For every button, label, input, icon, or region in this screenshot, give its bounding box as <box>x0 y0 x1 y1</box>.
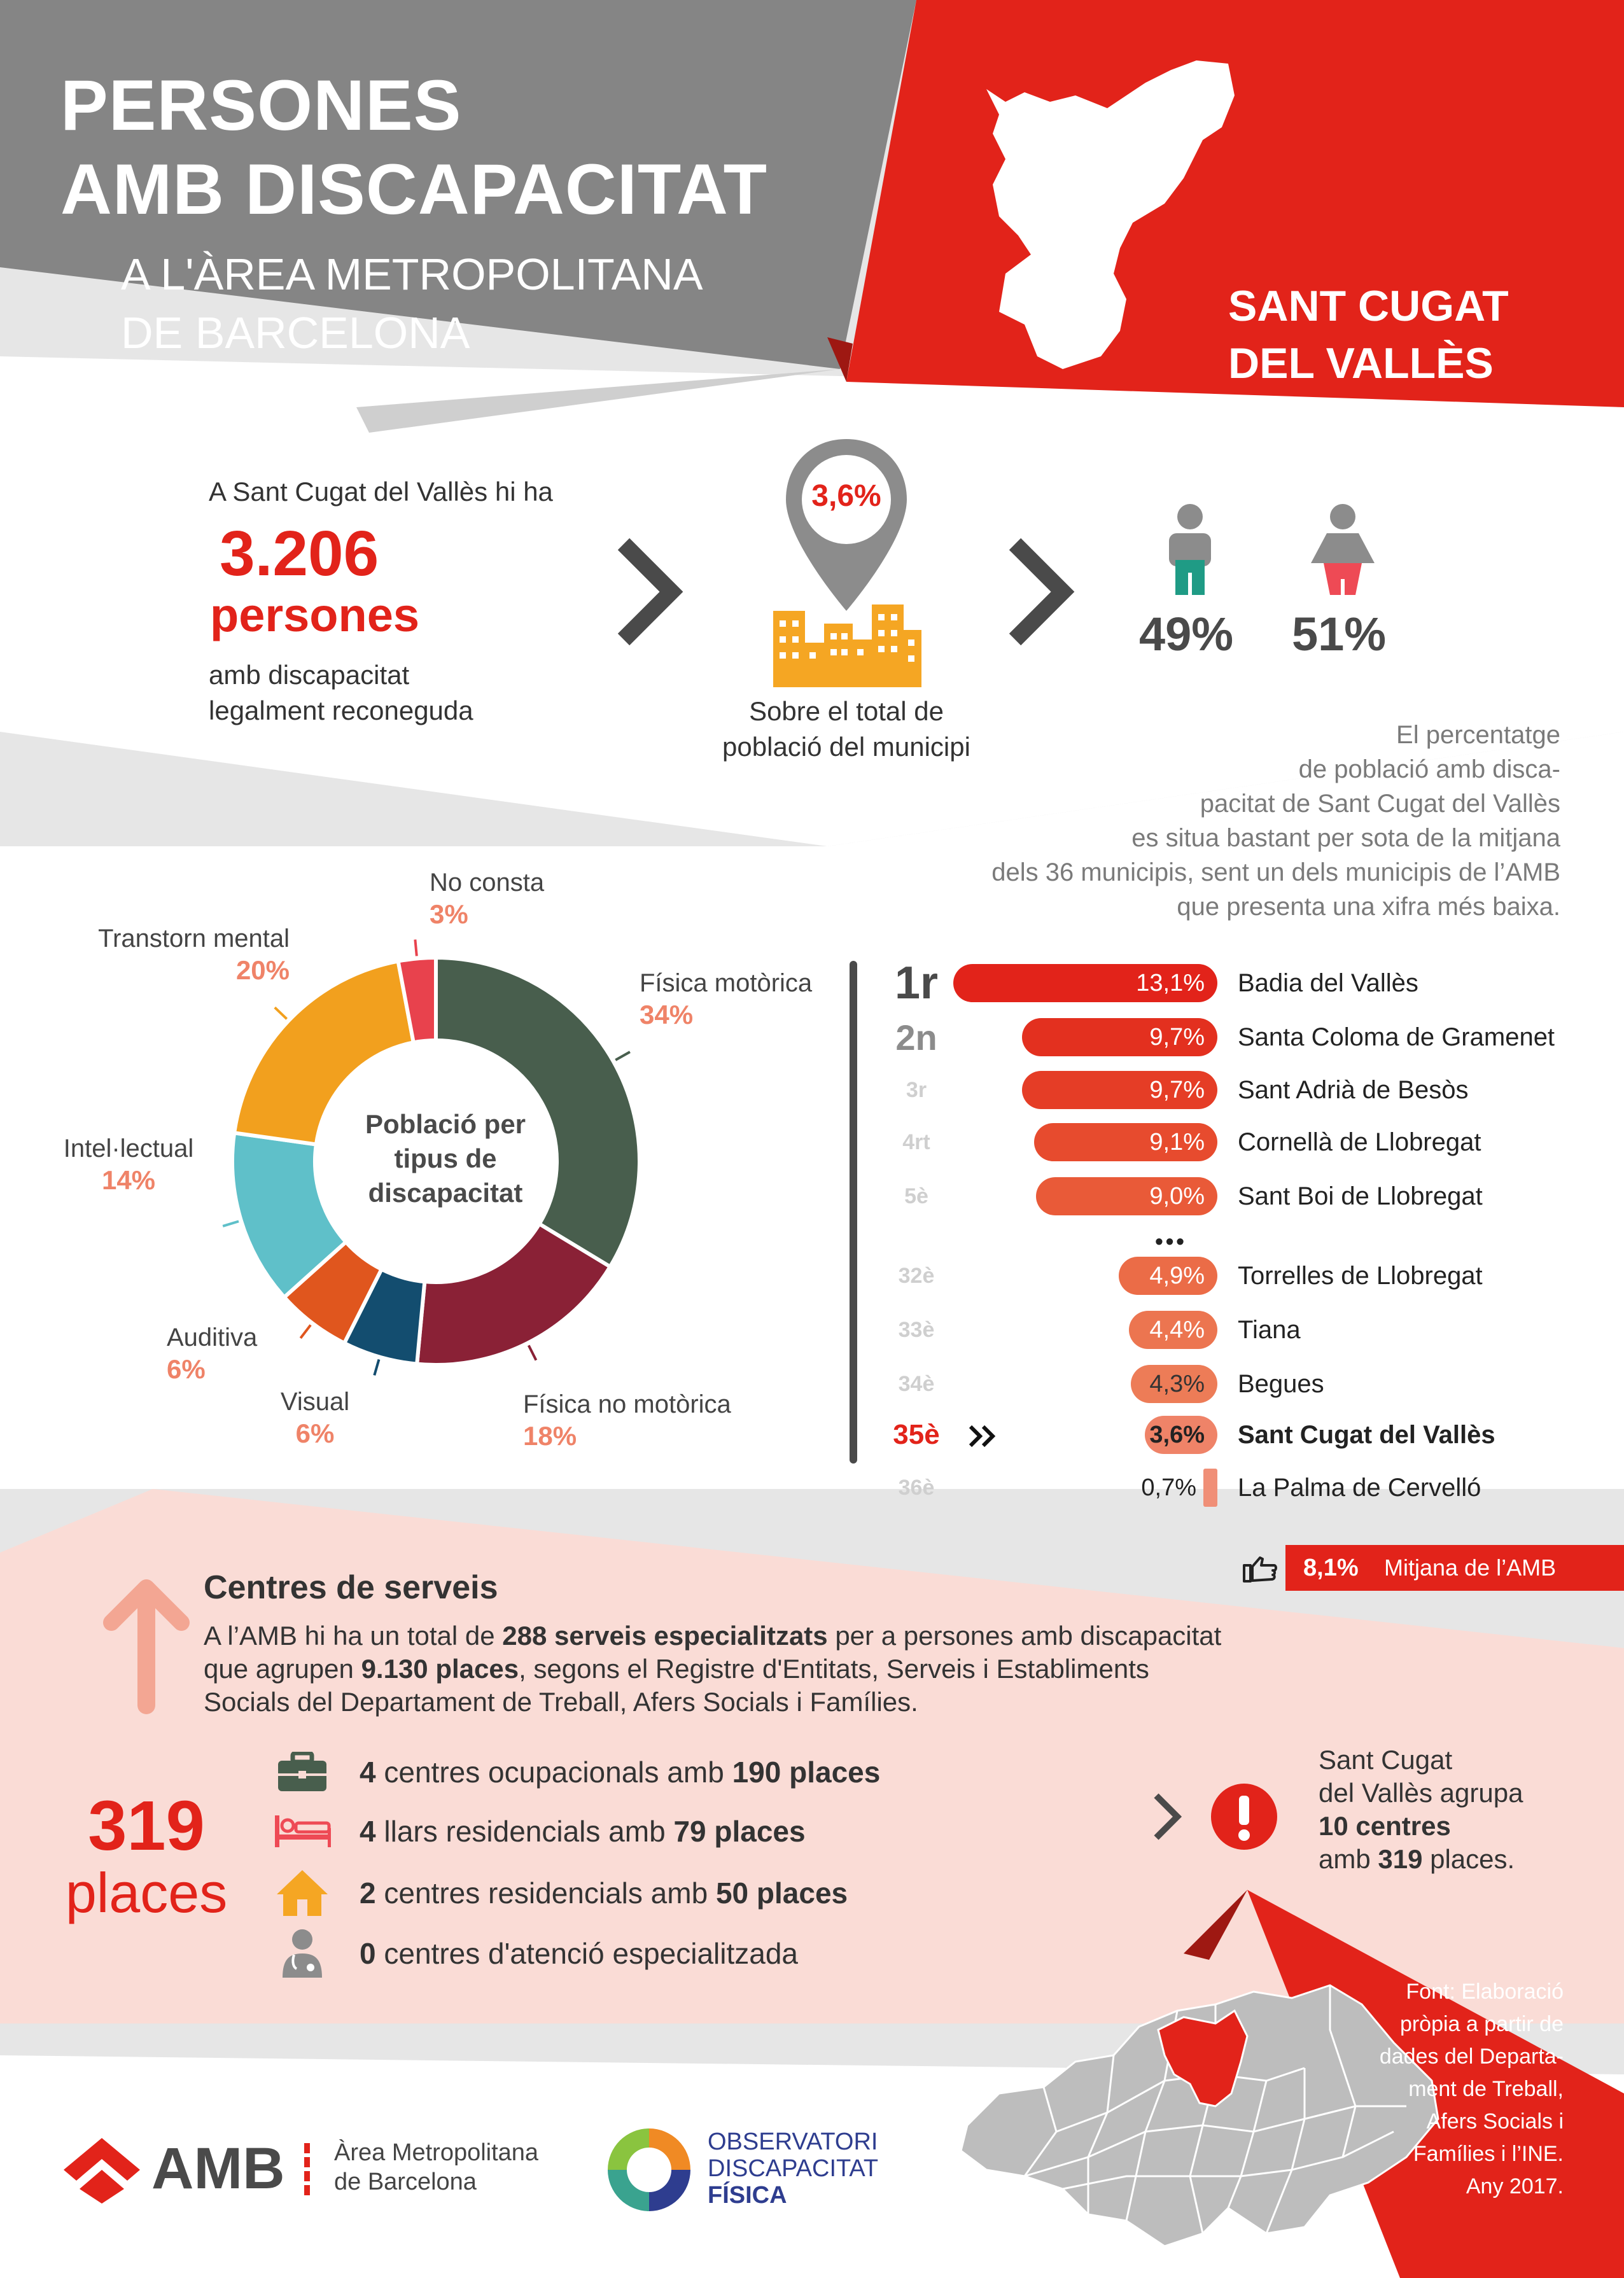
ranking-municipality: Tiana <box>1238 1316 1301 1344</box>
ranking-value: 13,1% <box>1136 970 1205 996</box>
people-unit: persones <box>210 589 420 641</box>
ranking-value: 3,6% <box>1149 1422 1205 1448</box>
ranking-municipality: Cornellà de Llobregat <box>1238 1128 1481 1156</box>
service-desc: llars residencials amb <box>375 1815 674 1848</box>
slice-label-transtorn-mental <box>89 923 290 986</box>
male-percentage: 49% <box>1139 608 1234 660</box>
rank-number: 5è <box>904 1184 928 1208</box>
service-text <box>360 1876 848 1910</box>
slice-pct-5: 20% <box>235 955 290 985</box>
chevron-right-icon <box>611 535 687 649</box>
donut-leader-3 <box>300 1325 311 1338</box>
main-title <box>60 64 767 232</box>
slice-name-3: Auditiva <box>167 1324 258 1352</box>
pct-caption-line-2: població del municipi <box>722 732 970 762</box>
city-buildings-icon <box>770 604 923 687</box>
callout-text: amb <box>1319 1844 1378 1874</box>
rank-number: 36è <box>898 1475 935 1500</box>
ranking-row <box>878 1365 1604 1403</box>
note-line-4: es situa bastant per sota de la mitjana <box>1131 824 1560 852</box>
total-places-label: places <box>65 1861 228 1924</box>
rank-number: 2n <box>895 1017 937 1058</box>
note-line-5: dels 36 municipis, sent un dels municipis de l’AMB <box>991 858 1560 886</box>
ranking-municipality: Sant Adrià de Besòs <box>1238 1076 1469 1104</box>
services-text: que agrupen <box>204 1654 361 1684</box>
municipality-line-2: DEL VALLÈS <box>1228 339 1494 388</box>
slice-pct-1: 18% <box>523 1421 577 1451</box>
amb-logo-divider <box>304 2143 310 2195</box>
municipality-callout <box>1319 1743 1523 1876</box>
services-count: 288 serveis especialitzats <box>502 1621 828 1651</box>
services-line-1 <box>204 1619 1349 1653</box>
slice-label-fisica-motorica <box>640 967 812 1031</box>
ranking-row <box>878 1018 1604 1056</box>
source-line-2: pròpia a partir de <box>1399 2012 1564 2036</box>
donut-leader-1 <box>529 1345 536 1360</box>
briefcase-icon <box>274 1747 331 1798</box>
ranking-municipality: Santa Coloma de Gramenet <box>1238 1023 1555 1051</box>
bed-icon <box>274 1806 331 1857</box>
service-count: 4 <box>360 1815 376 1848</box>
service-item-specialized-care <box>274 1928 798 1979</box>
subtitle-line-1: A L'ÀREA METROPOLITANA <box>121 249 703 299</box>
note-line-2: de població amb disca- <box>1298 755 1560 783</box>
service-item-occupational <box>274 1747 880 1798</box>
summary-desc-line-2: legalment reconeguda <box>209 695 473 725</box>
thumb-pointing-icon <box>1241 1553 1279 1584</box>
observatori-logo-icon <box>601 2122 697 2218</box>
source-line-6: Famílies i l’INE. <box>1413 2142 1564 2166</box>
average-value: 8,1% <box>1303 1555 1359 1581</box>
amb-logo-text: AMB <box>151 2136 285 2201</box>
slice-pct-2: 6% <box>295 1418 335 1448</box>
source-line-7: Any 2017. <box>1466 2174 1564 2198</box>
source-line-5: Afers Socials i <box>1426 2109 1564 2134</box>
slice-name-6: No consta <box>430 869 545 897</box>
ranking-municipality: Torrelles de Llobregat <box>1238 1262 1483 1290</box>
municipality-name <box>1228 277 1509 392</box>
rank-number: 34è <box>898 1371 935 1396</box>
location-pin-icon <box>776 433 916 624</box>
slice-name-2: Visual <box>280 1388 350 1416</box>
amb-logo-icon <box>60 2135 143 2205</box>
chevron-right-small-icon <box>1149 1788 1187 1845</box>
callout-line-4 <box>1319 1843 1523 1876</box>
alert-icon <box>1209 1782 1279 1852</box>
amb-full-name <box>334 2138 538 2197</box>
slice-label-auditiva <box>167 1322 257 1385</box>
people-count: 3.206 <box>220 518 379 589</box>
ranking-ellipsis: ••• <box>1155 1228 1187 1254</box>
services-line-2 <box>204 1653 1349 1686</box>
slice-pct-4: 14% <box>101 1165 156 1195</box>
callout-line-3: 10 centres <box>1319 1811 1451 1841</box>
ranking-value: 0,7% <box>1141 1474 1196 1501</box>
ranking-value: 9,7% <box>1149 1077 1205 1103</box>
slice-label-intellectual <box>59 1133 199 1196</box>
title-line-2: AMB DISCAPACITAT <box>60 150 768 229</box>
amb-average-badge <box>1285 1545 1624 1591</box>
source-line-4: ment de Treball, <box>1408 2077 1564 2101</box>
slice-name-5: Transtorn mental <box>98 925 290 953</box>
donut-leader-6 <box>415 940 416 956</box>
summary-description <box>209 657 473 729</box>
ranking-value: 9,7% <box>1149 1024 1205 1051</box>
ranking-row <box>878 958 1604 1009</box>
note-line-1: El percentatge <box>1396 721 1560 749</box>
slice-name-0: Física motòrica <box>640 969 813 997</box>
services-places: 9.130 places <box>361 1654 519 1684</box>
ranking-municipality: Sant Cugat del Vallès <box>1238 1421 1495 1449</box>
slice-name-1: Física no motòrica <box>523 1390 731 1418</box>
arrow-up-icon <box>102 1575 191 1715</box>
service-desc: centres d'atenció especialitzada <box>375 1937 798 1970</box>
observatori-logo-text <box>708 2128 878 2209</box>
population-percentage: 3,6% <box>811 479 881 513</box>
donut-leader-5 <box>275 1007 287 1019</box>
donut-center-line-2: tipus de <box>394 1143 497 1173</box>
rank-number: 3r <box>906 1077 927 1102</box>
service-text <box>360 1936 798 1971</box>
rank-number: 33è <box>898 1317 935 1342</box>
ranking-value: 9,0% <box>1149 1183 1205 1210</box>
chevron-right-icon-2 <box>1002 535 1079 649</box>
percentage-caption <box>687 694 1005 765</box>
ranking-row <box>878 1123 1604 1161</box>
ranking-value: 9,1% <box>1149 1129 1205 1156</box>
services-paragraph <box>204 1619 1349 1719</box>
subtitle <box>121 245 703 362</box>
subtitle-line-2: DE BARCELONA <box>121 308 470 358</box>
donut-leader-2 <box>374 1359 379 1375</box>
note-line-6: que presenta una xifra més baixa. <box>1177 893 1560 921</box>
amb-region-map <box>948 1966 1451 2259</box>
female-percentage: 51% <box>1292 608 1387 660</box>
male-person-icon <box>1161 503 1219 598</box>
ranking-row <box>878 1257 1604 1295</box>
ranking-row <box>878 1177 1604 1215</box>
slice-pct-0: 34% <box>640 1000 694 1030</box>
ranking-note <box>991 718 1560 924</box>
ranking-municipality: Begues <box>1238 1370 1324 1398</box>
source-note <box>1380 1976 1564 2203</box>
municipality-map-icon <box>980 57 1247 382</box>
title-line-1: PERSONES <box>60 66 462 145</box>
rank-number: 4rt <box>902 1129 930 1154</box>
ranking-value: 4,3% <box>1149 1371 1205 1397</box>
female-person-icon <box>1308 503 1378 598</box>
slice-pct-3: 6% <box>167 1354 206 1384</box>
service-count: 0 <box>360 1937 376 1970</box>
ranking-municipality: La Palma de Cervelló <box>1238 1474 1481 1502</box>
service-count: 4 <box>360 1756 376 1789</box>
service-item-residential-centres <box>274 1868 848 1918</box>
service-text <box>360 1755 880 1789</box>
observatori-line-1: OBSERVATORI <box>708 2128 878 2155</box>
amb-name-line-1: Àrea Metropolitana <box>334 2139 539 2166</box>
donut-center-label <box>337 1107 554 1210</box>
slice-label-fisica-no-motorica <box>523 1388 731 1452</box>
service-desc: centres ocupacionals amb <box>375 1756 732 1789</box>
service-text <box>360 1814 806 1848</box>
callout-line-2: del Vallès agrupa <box>1319 1778 1523 1808</box>
services-text: per a persones amb discapacitat <box>827 1621 1222 1651</box>
summary-intro: A Sant Cugat del Vallès hi ha <box>209 477 553 507</box>
observatori-line-2: DISCAPACITAT <box>708 2155 879 2182</box>
ranking-value: 4,9% <box>1149 1262 1205 1289</box>
total-places-number: 319 <box>88 1787 205 1865</box>
source-line-3: dades del Departa- <box>1379 2044 1564 2069</box>
ranking-row <box>878 1469 1604 1507</box>
service-places: 50 places <box>715 1876 848 1910</box>
donut-center-line-3: discapacitat <box>368 1178 523 1208</box>
slice-pct-6: 3% <box>430 899 468 929</box>
services-text: A l’AMB hi ha un total de <box>204 1621 503 1651</box>
ranking-value: 4,4% <box>1149 1317 1205 1343</box>
average-label: Mitjana de l’AMB <box>1384 1555 1557 1581</box>
callout-number: 319 <box>1378 1844 1423 1874</box>
ranking-bar <box>1203 1469 1217 1507</box>
ranking-row <box>878 1311 1604 1349</box>
callout-text: places. <box>1422 1844 1515 1874</box>
donut-leader-0 <box>615 1052 630 1060</box>
rank-number: 32è <box>898 1263 935 1288</box>
doctor-icon <box>274 1928 331 1979</box>
callout-line-1: Sant Cugat <box>1319 1745 1453 1775</box>
service-count: 2 <box>360 1876 376 1910</box>
summary-desc-line-1: amb discapacitat <box>209 660 410 690</box>
slice-label-no-consta <box>430 867 544 930</box>
double-chevron-icon <box>967 1423 1005 1449</box>
ranking-municipality: Badia del Vallès <box>1238 969 1418 997</box>
ranking-divider <box>850 961 857 1464</box>
services-title: Centres de serveis <box>204 1569 498 1606</box>
ranking-municipality: Sant Boi de Llobregat <box>1238 1182 1483 1210</box>
note-line-3: pacitat de Sant Cugat del Vallès <box>1200 790 1560 818</box>
ranking-row-highlight <box>878 1416 1604 1454</box>
slice-label-visual <box>280 1386 350 1450</box>
observatori-line-3: FÍSICA <box>708 2182 787 2209</box>
services-line-3: Socials del Departament de Treball, Afers Socials i Famílies. <box>204 1687 918 1717</box>
donut-leader-4 <box>223 1221 239 1226</box>
rank-number: 35è <box>893 1419 940 1450</box>
service-desc: centres residencials amb <box>375 1876 716 1910</box>
house-icon <box>274 1868 331 1918</box>
slice-name-4: Intel·lectual <box>63 1135 194 1163</box>
service-item-residential-homes <box>274 1806 806 1857</box>
service-places: 190 places <box>732 1756 881 1789</box>
municipality-line-1: SANT CUGAT <box>1228 282 1509 330</box>
ranking-row <box>878 1071 1604 1109</box>
rank-number: 1r <box>894 958 939 1009</box>
donut-center-line-1: Població per <box>365 1109 526 1139</box>
source-line-1: Font: Elaboració <box>1406 1980 1564 2004</box>
amb-name-line-2: de Barcelona <box>334 2169 477 2195</box>
services-text: , segons el Registre d'Entitats, Serveis i Establiments <box>519 1654 1149 1684</box>
pct-caption-line-1: Sobre el total de <box>749 696 944 726</box>
service-places: 79 places <box>673 1815 806 1848</box>
